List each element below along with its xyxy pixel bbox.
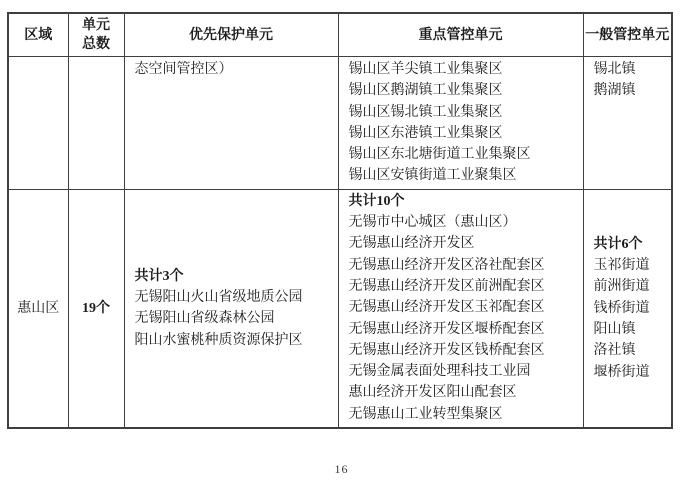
table-row-continuation (8, 57, 672, 190)
table-header-row (8, 13, 672, 57)
table-row-huishan (8, 189, 672, 428)
general-control-cell (583, 189, 672, 428)
unit-item: 无锡金属表面处理科技工业园 (348, 364, 531, 380)
unit-item: 无锡惠山经济开发区玉祁配套区 (348, 300, 545, 316)
general-unit-list (594, 59, 668, 102)
unit-item: 惠山经济开发区阳山配套区 (348, 385, 517, 401)
unit-item: 堰桥街道 (593, 364, 650, 380)
unit-item: 洛社镇 (593, 343, 636, 359)
header-unit-total (68, 13, 124, 57)
unit-item: 鹅湖镇 (593, 83, 636, 99)
general-control-cell (583, 57, 672, 190)
unit-item: 锡北镇 (593, 62, 636, 77)
priority-unit-list (135, 59, 334, 80)
unit-item: 钱桥街道 (593, 300, 650, 316)
unit-item: 锡山区东港镇工业集聚区 (348, 125, 503, 141)
header-key-control: 重点管控单元 (338, 13, 583, 57)
control-units-table (7, 12, 673, 429)
key-unit-list (349, 59, 579, 187)
page-number: 16 (334, 462, 349, 476)
unit-item: 无锡惠山工业转型集聚区 (348, 406, 503, 422)
general-summary: 共计6个 (593, 236, 643, 252)
priority-protection-cell (124, 57, 338, 190)
unit-item: 无锡阳山省级森林公园 (134, 311, 275, 327)
priority-summary: 共计3个 (134, 268, 184, 284)
unit-item: 阳山水蜜桃种质资源保护区 (134, 332, 303, 348)
unit-item: 无锡惠山经济开发区前洲配套区 (348, 278, 545, 294)
unit-item: 锡山区羊尖镇工业集聚区 (348, 62, 503, 77)
header-unit-total-label: 单元总数 (82, 18, 110, 52)
key-summary: 共计10个 (348, 193, 405, 209)
unit-item: 无锡市中心城区（惠山区） (348, 215, 517, 231)
unit-item: 态空间管控区） (134, 62, 233, 77)
region-cell (8, 57, 68, 190)
unit-item: 锡山区鹅湖镇工业集聚区 (348, 83, 503, 99)
general-unit-list (594, 255, 668, 383)
unit-item: 无锡惠山经济开发区洛社配套区 (348, 257, 545, 273)
unit-item: 无锡阳山火山省级地质公园 (134, 290, 303, 306)
unit-item: 阳山镇 (593, 322, 636, 338)
region-cell: 惠山区 (8, 189, 68, 428)
key-control-cell (338, 57, 583, 190)
key-unit-list (349, 212, 579, 425)
header-general-control: 一般管控单元 (583, 13, 672, 57)
priority-unit-list (135, 287, 334, 351)
unit-total-cell: 19个 (68, 189, 124, 428)
priority-protection-cell (124, 189, 338, 428)
unit-total-cell (68, 57, 124, 190)
unit-item: 锡山区东北塘街道工业集聚区 (348, 147, 531, 163)
unit-item: 前洲街道 (593, 279, 650, 295)
header-priority-protection: 优先保护单元 (124, 13, 338, 57)
key-control-cell (338, 189, 583, 428)
unit-item: 无锡惠山经济开发区钱桥配套区 (348, 342, 545, 358)
unit-item: 玉祁街道 (593, 258, 650, 274)
unit-item: 无锡惠山经济开发区堰桥配套区 (348, 321, 545, 337)
header-region: 区域 (8, 13, 68, 57)
unit-item: 无锡惠山经济开发区 (348, 236, 475, 252)
unit-item: 锡山区锡北镇工业集聚区 (348, 104, 503, 120)
unit-item: 锡山区安镇街道工业聚集区 (348, 168, 517, 184)
